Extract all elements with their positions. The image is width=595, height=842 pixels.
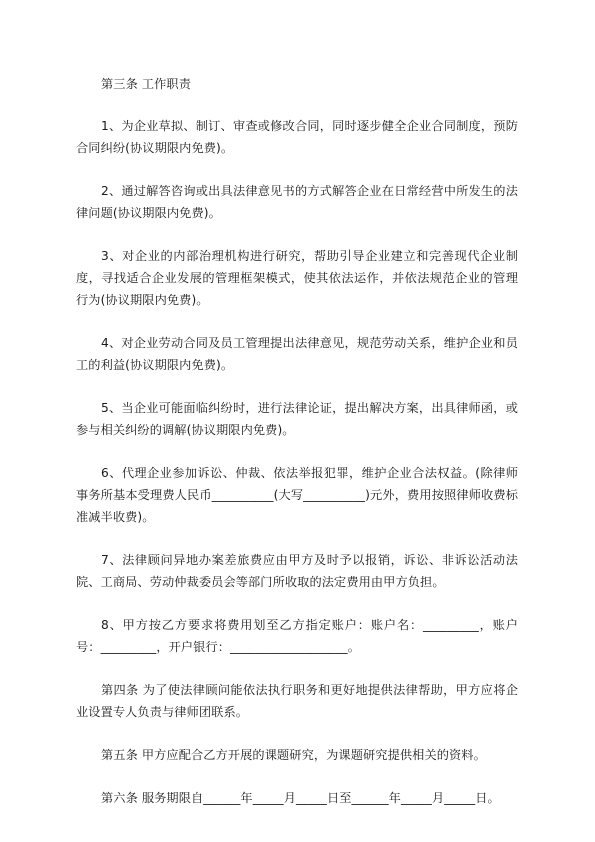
duty-item-1: 1、为企业草拟、制订、审查或修改合同，同时逐步健全企业合同制度，预防合同纠纷(协议期限内免费)。 <box>76 119 518 155</box>
duty-item-6: 6、代理企业参加诉讼、仲裁、依法举报犯罪，维护企业合法权益。(除律师事务所基本受理费人民币__________(大写__________)元外，费用按照律师收费标准减半收费)。 <box>76 466 518 524</box>
duty-item-8: 8、甲方按乙方要求将费用划至乙方指定账户：账户名：_________，账户号：_________，开户银行：___________________。 <box>76 618 518 654</box>
article-6: 第六条 服务期限自______年_____月_____日至______年_____月_____日。 <box>101 791 500 805</box>
article-5: 第五条 甲方应配合乙方开展的课题研究，为课题研究提供相关的资料。 <box>101 748 486 762</box>
section-heading-article-3: 第三条 工作职责 <box>101 77 191 91</box>
duty-item-7: 7、法律顾问异地办案差旅费应由甲方及时予以报销，诉讼、非诉讼活动法院、工商局、劳动仲裁委员会等部门所收取的法定费用由甲方负担。 <box>76 553 518 589</box>
article-4: 第四条 为了使法律顾问能依法执行职务和更好地提供法律帮助，甲方应将企业设置专人负责与律师团联系。 <box>76 683 518 719</box>
duty-item-3: 3、对企业的内部治理机构进行研究，帮助引导企业建立和完善现代企业制度，寻找适合企业发展的管理框架模式，使其依法运作，并依法规范企业的管理行为(协议期限内免费)。 <box>76 249 518 307</box>
duty-item-2: 2、通过解答咨询或出具法律意见书的方式解答企业在日常经营中所发生的法律问题(协议期限内免费)。 <box>76 184 518 220</box>
duty-item-4: 4、对企业劳动合同及员工管理提出法律意见，规范劳动关系，维护企业和员工的利益(协议期限内免费)。 <box>76 336 518 372</box>
duty-item-5: 5、当企业可能面临纠纷时，进行法律论证，提出解决方案，出具律师函，或参与相关纠纷的调解(协议期限内免费)。 <box>76 401 518 437</box>
